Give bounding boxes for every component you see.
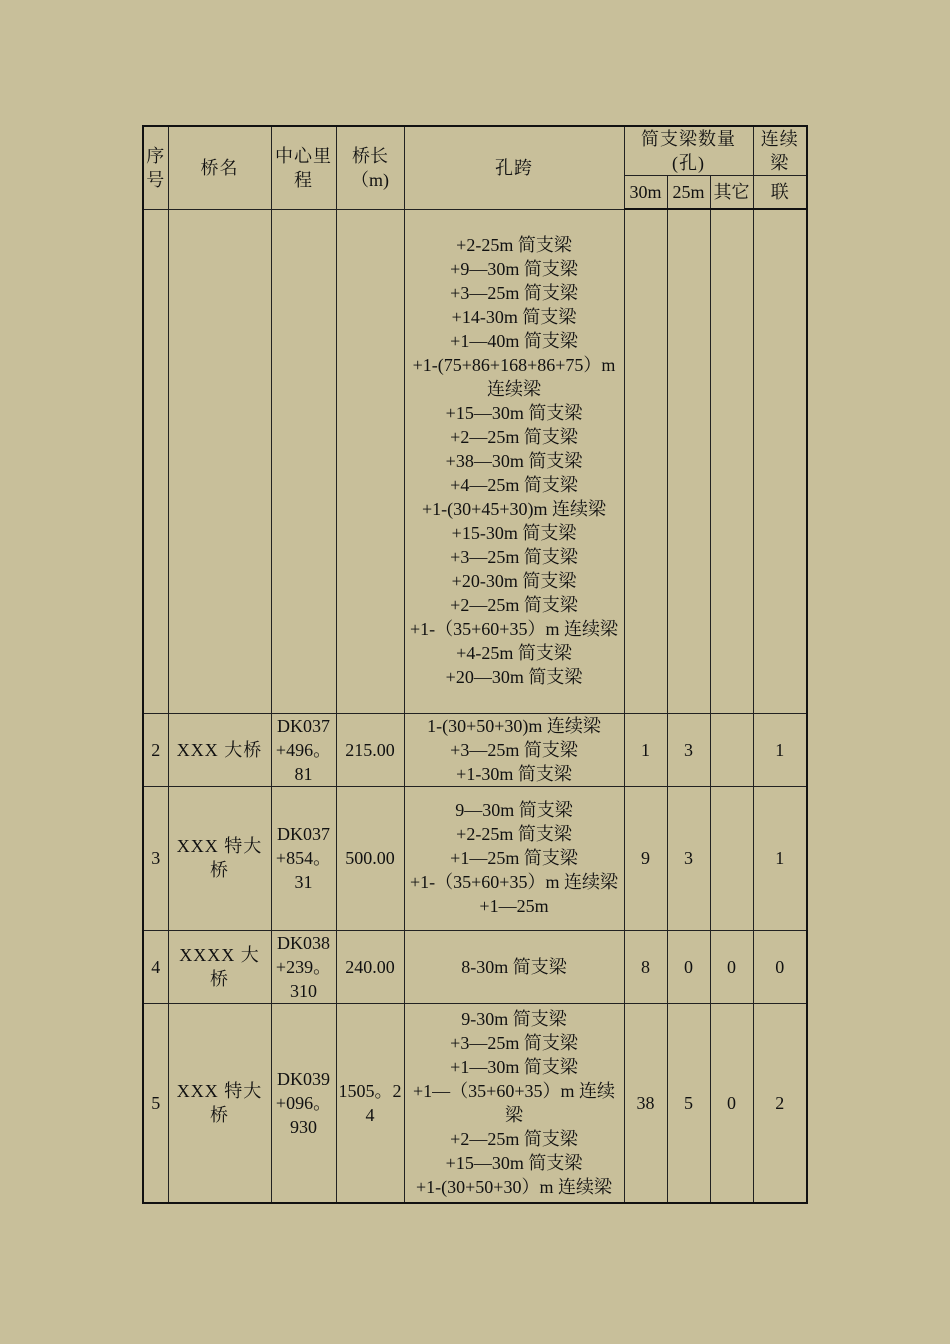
cell-continuous-count: 2 (753, 1003, 807, 1203)
header-span: 孔跨 (404, 126, 624, 209)
table-row (143, 930, 807, 1003)
cell-span (404, 713, 624, 786)
span-line: +1—25m (479, 896, 549, 916)
header-continuous-beam: 连续梁 (753, 126, 807, 176)
cell-25m-count: 5 (667, 1003, 710, 1203)
header-bridge-name: 桥名 (168, 126, 271, 209)
span-line: +4—25m 简支梁 (450, 475, 578, 495)
span-line: +2-25m 简支梁 (456, 824, 572, 844)
span-line: +1-30m 简支梁 (456, 763, 572, 784)
cell-bridge-length: 240.00 (336, 930, 404, 1003)
header-unit: 联 (753, 176, 807, 210)
cell-center-mileage: DK039+096。930 (271, 1003, 336, 1203)
table-body (143, 209, 807, 1203)
cell-25m-count: 3 (667, 713, 710, 786)
cell-span (404, 1003, 624, 1203)
span-line: +15-30m 简支梁 (451, 523, 577, 543)
cell-30m-count: 9 (624, 786, 667, 930)
span-line: +3—25m 简支梁 (450, 547, 578, 567)
cell-bridge-name: XXX 特大桥 (168, 1003, 271, 1203)
cell-center-mileage: DK038+239。310 (271, 930, 336, 1003)
span-line: 8-30m 简支梁 (461, 956, 567, 977)
table-row (143, 209, 807, 713)
cell-30m-count: 8 (624, 930, 667, 1003)
span-line: +15—30m 简支梁 (445, 1152, 583, 1173)
span-line: +1-（35+60+35）m 连续梁 (410, 619, 618, 639)
cell-bridge-name: XXXX 大桥 (168, 930, 271, 1003)
header-seq: 序号 (143, 126, 168, 209)
cell-seq: 5 (143, 1003, 168, 1203)
cell-30m-count (624, 209, 667, 713)
span-line: +1-(75+86+168+86+75）m 连续梁 (412, 355, 616, 399)
cell-bridge-name: XXX 大桥 (168, 713, 271, 786)
bridge-table (142, 125, 808, 1204)
table-row (143, 1003, 807, 1203)
cell-bridge-name: XXX 特大桥 (168, 786, 271, 930)
cell-other-count: 0 (710, 1003, 753, 1203)
span-line: +38—30m 简支梁 (445, 451, 583, 471)
span-line: +1-（35+60+35）m 连续梁 (410, 872, 618, 892)
cell-bridge-name (168, 209, 271, 713)
header-other: 其它 (710, 176, 753, 210)
header-center-mileage: 中心里程 (271, 126, 336, 209)
cell-seq: 2 (143, 713, 168, 786)
span-line: +3—25m 简支梁 (450, 1032, 578, 1053)
span-line: +3—25m 简支梁 (450, 283, 578, 303)
span-line: +1—30m 简支梁 (450, 1056, 578, 1077)
span-line: 9-30m 简支梁 (461, 1008, 567, 1029)
span-line: 1-(30+50+30)m 连续梁 (427, 715, 601, 736)
span-line: 9—30m 简支梁 (455, 800, 573, 820)
span-line: +1—（35+60+35）m 连续梁 (413, 1080, 615, 1125)
cell-span (404, 786, 624, 930)
cell-center-mileage: DK037+854。31 (271, 786, 336, 930)
cell-25m-count (667, 209, 710, 713)
cell-25m-count: 0 (667, 930, 710, 1003)
span-line: +2—25m 简支梁 (450, 595, 578, 615)
cell-span (404, 209, 624, 713)
cell-bridge-length: 1505。24 (336, 1003, 404, 1203)
header-simple-beam-qty: 简支梁数量(孔) (624, 126, 753, 176)
cell-other-count (710, 209, 753, 713)
span-line: +4-25m 简支梁 (456, 643, 572, 663)
table-row (143, 713, 807, 786)
span-line: +20-30m 简支梁 (451, 571, 577, 591)
cell-other-count (710, 713, 753, 786)
cell-seq (143, 209, 168, 713)
header-30m: 30m (624, 176, 667, 210)
span-line: +2—25m 简支梁 (450, 1128, 578, 1149)
cell-span (404, 930, 624, 1003)
cell-other-count: 0 (710, 930, 753, 1003)
cell-continuous-count (753, 209, 807, 713)
cell-bridge-length: 500.00 (336, 786, 404, 930)
cell-continuous-count: 1 (753, 713, 807, 786)
span-line: +15—30m 简支梁 (445, 403, 583, 423)
cell-continuous-count: 0 (753, 930, 807, 1003)
span-line: +2—25m 简支梁 (450, 427, 578, 447)
cell-center-mileage: DK037+496。81 (271, 713, 336, 786)
span-line: +3—25m 简支梁 (450, 739, 578, 760)
cell-seq: 3 (143, 786, 168, 930)
cell-center-mileage (271, 209, 336, 713)
span-line: +1—40m 简支梁 (450, 331, 578, 351)
span-line: +9—30m 简支梁 (450, 259, 578, 279)
cell-other-count (710, 786, 753, 930)
header-25m: 25m (667, 176, 710, 210)
cell-bridge-length (336, 209, 404, 713)
span-line: +1—25m 简支梁 (450, 848, 578, 868)
span-line: +20—30m 简支梁 (445, 667, 583, 687)
cell-bridge-length: 215.00 (336, 713, 404, 786)
span-line: +1-(30+50+30）m 连续梁 (416, 1176, 612, 1197)
cell-30m-count: 1 (624, 713, 667, 786)
cell-25m-count: 3 (667, 786, 710, 930)
span-line: +14-30m 简支梁 (451, 307, 577, 327)
cell-seq: 4 (143, 930, 168, 1003)
cell-continuous-count: 1 (753, 786, 807, 930)
cell-30m-count: 38 (624, 1003, 667, 1203)
span-line: +1-(30+45+30)m 连续梁 (422, 499, 606, 519)
span-line: +2-25m 简支梁 (456, 235, 572, 255)
table-row (143, 786, 807, 930)
header-bridge-length: 桥长（m) (336, 126, 404, 209)
